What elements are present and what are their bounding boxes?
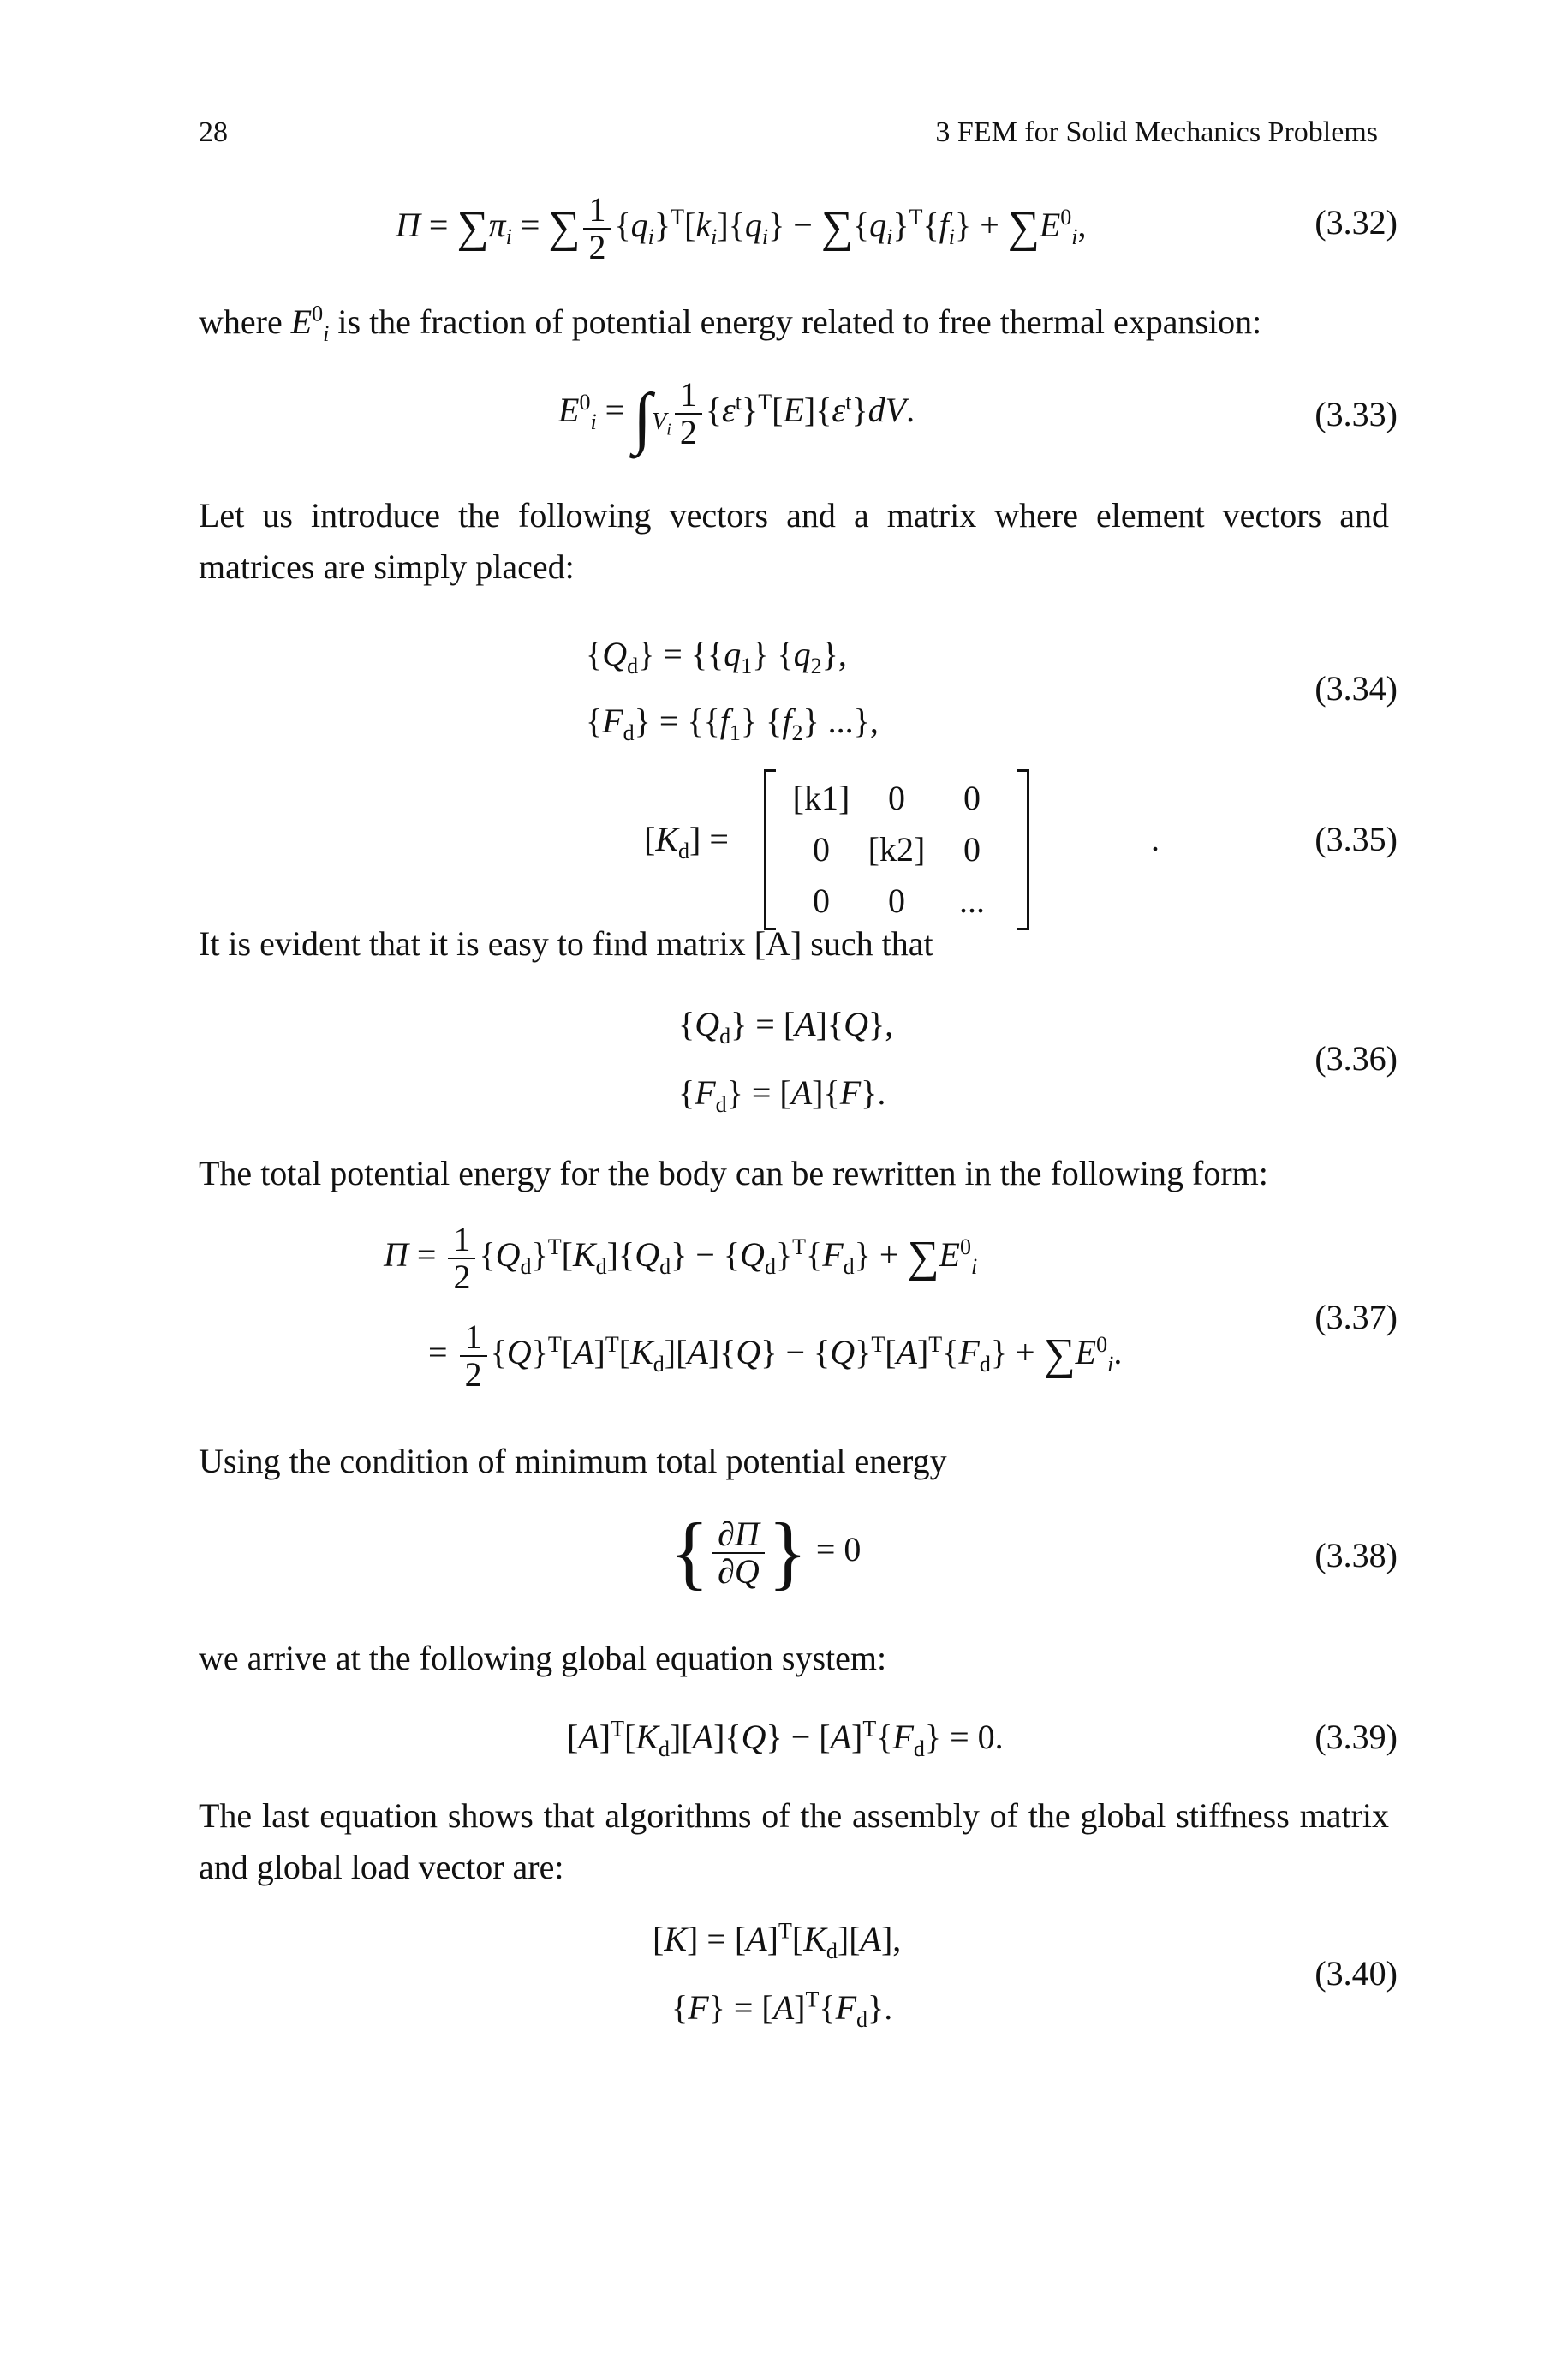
matrix-cell: ... bbox=[959, 881, 985, 920]
equation-3-33: $E^0_i = \int_{V_i}$ $\frac{1}{2}$ $\{\varepsilon^t\}^T[E]\{\varepsilon^t\}dV$. (3.33) bbox=[558, 375, 1398, 457]
equation-number: (3.40) bbox=[1315, 1954, 1398, 1993]
equation-number: (3.34) bbox=[1315, 669, 1398, 708]
equation-3-36: $\{Q_d\} = [A]\{Q\}$, $\{F_d\} = [A]\{F\}$. (3.36) bbox=[678, 1005, 1398, 1117]
equation-3-38: { $\frac{\partial\Pi}{\partial Q}$ } = 0 (3.38) bbox=[670, 1506, 1398, 1598]
paragraph-vectors-intro: Let us introduce the following vectors and a matrix where element vectors and matrices are simply placed: bbox=[199, 496, 1389, 586]
paragraph-assembly: The last equation shows that algorithms of the assembly of the global stiffness matrix and global load vector are: bbox=[199, 1796, 1389, 1886]
paragraph-total-energy: The total potential energy for the body can be rewritten in the following form: bbox=[199, 1154, 1268, 1192]
matrix-cell: 0 bbox=[963, 830, 981, 869]
matrix-cell: 0 bbox=[963, 779, 981, 817]
paragraph-thermal-energy: where $E^0_i$ is the fraction of potential energy related to free thermal expansion: bbox=[199, 301, 1262, 346]
matrix-cell: [k1] bbox=[792, 779, 850, 817]
running-head: 3 FEM for Solid Mechanics Problems bbox=[935, 117, 1378, 148]
matrix-cell: 0 bbox=[813, 881, 830, 920]
equation-number: (3.39) bbox=[1315, 1718, 1398, 1756]
equation-number: (3.33) bbox=[1315, 395, 1398, 433]
equation-number: (3.32) bbox=[1315, 203, 1398, 242]
equation-3-34: $\{Q_d\} = \{\{q_1\}$ $\{q_2\}$, $\{F_d\} = \{\{f_1\}$ $\{f_2\}$ ...}, (3.34) bbox=[586, 635, 1398, 745]
matrix-cell: 0 bbox=[888, 881, 905, 920]
paragraph-matrix-a: It is evident that it is easy to find matrix [A] such that bbox=[199, 924, 933, 963]
paragraph-minimum-condition: Using the condition of minimum total potential energy bbox=[199, 1442, 947, 1480]
matrix-cell: 0 bbox=[813, 830, 830, 869]
equation-number: (3.36) bbox=[1315, 1039, 1398, 1078]
equation-3-37: Π = $\frac{1}{2}$ $\{Q_d\}^T[K_d]\{Q_d\} - \{Q_d\}^T\{F_d\} + \sum E^0_i$ = $\frac{1}{2}$ $\{Q\}^T[A]^T[K_d][A]\{Q\} - \{Q\}^T[A]^T\{F_d\} + \sum E^0_i$. (3.37) bbox=[384, 1220, 1398, 1394]
stiffness-matrix bbox=[764, 769, 1029, 930]
matrix-cell: [k2] bbox=[867, 830, 926, 869]
equation-3-32: $\Pi = \sum\pi_i$ = ∑ $\frac{1}{2}$ $\{q_i\}^T[k_i]\{q_i\} - \sum\{q_i\}^T\{f_i\} + \sum E^0_i$, (3.32) bbox=[396, 190, 1398, 266]
equation-number: (3.38) bbox=[1315, 1536, 1398, 1574]
matrix-cell: 0 bbox=[888, 779, 905, 817]
page-number: 28 bbox=[199, 117, 228, 148]
equation-3-35: $[K_d]$ = [k1] 0 0 0 [k2] 0 0 0 ... . (3.35) bbox=[199, 769, 1398, 923]
equation-number: (3.37) bbox=[1315, 1298, 1398, 1336]
paragraph-global-system: we arrive at the following global equation system: bbox=[199, 1639, 887, 1677]
equation-number: (3.35) bbox=[1315, 820, 1398, 858]
equation-3-39: $[A]^T[K_d][A]\{Q\} - [A]^T\{F_d\} = 0$. (3.39) bbox=[567, 1716, 1398, 1761]
equation-3-40: $[K] = [A]^T[K_d][A]$, $\{F\} = [A]^T\{F_d\}$. (3.40) bbox=[653, 1918, 1398, 2032]
